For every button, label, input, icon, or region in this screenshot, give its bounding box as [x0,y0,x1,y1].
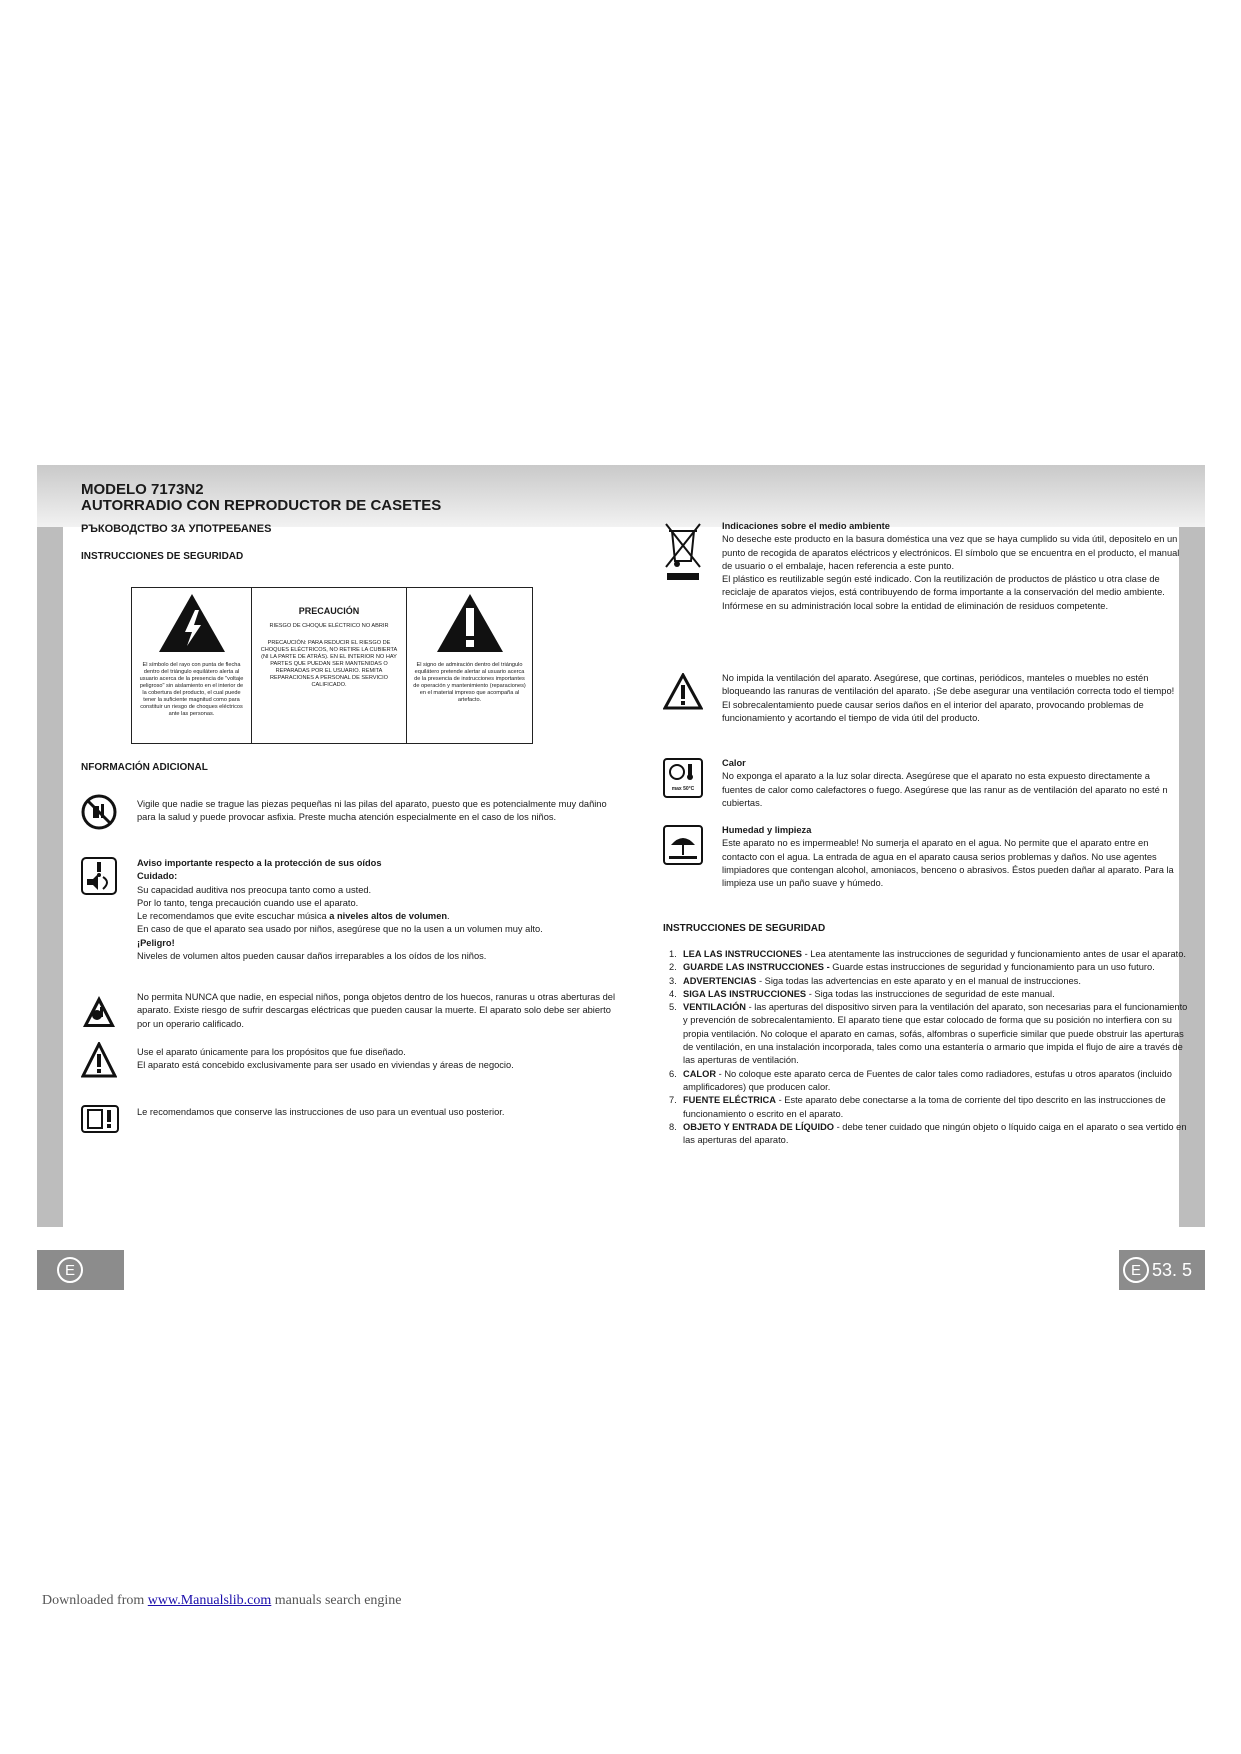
thermometer-icon [668,763,698,781]
safety-instructions-list [669,948,1189,1147]
instruction-title: SIGA LAS INSTRUCCIONES [683,988,807,999]
download-suffix: manuals search engine [271,1593,402,1608]
hearing-line-2: Por lo tanto, tenga precaución cuando use el aparato. [137,897,359,908]
footer-left-tab [37,1250,124,1290]
heat-text: No exponga el aparato a la luz solar directa. Asegúrese que el aparato no esta expuesto directamente a fuentes de calor como calefactores o fuego. Asegúrese que las ranur as de ventilación del aparato no esté n cubiertas. [722,771,1168,808]
manual-book-icon [81,1105,119,1133]
purpose-notice [137,1046,617,1073]
environment-text: No deseche este producto en la basura doméstica una vez que se haya cumplido su vida útil, depositelo en un punto de recogida de aparatos eléctricos y electrónicos. El símbolo que se encuentra en el producto, el manual de usuario o el embalaje, hacen referencia a este punto. [722,534,1180,571]
instruction-title: GUARDE LAS INSTRUCCIONES - [683,962,830,973]
caution-title: PRECAUCIÓN [298,606,360,616]
instruction-item [669,988,1189,1001]
heat-title: Calor [722,758,746,768]
download-footer [42,1593,402,1609]
heat-icon-label: max 50°C [671,786,695,792]
manual-page-spread [37,465,1205,1295]
ventilation-warning-icon [663,673,703,711]
additional-info-heading: NFORMACIÓN ADICIONAL [81,762,208,773]
care-label: Cuidado: [137,871,178,882]
instruction-number: 2. [669,962,677,973]
heat-section [722,757,1182,810]
instruction-text: - No coloque este aparato cerca de Fuentes de calor tales como radiadores, estufas u otros aparatos (incluido amplificadores) que producen calor. [683,1068,1172,1092]
hearing-line-3-bold: a niveles altos de volumen [329,911,448,922]
keep-instructions-notice [137,1106,617,1119]
left-side-bar [37,527,63,1227]
environment-text-3: Infórmese en su administración local sobre la entidad de eliminación de residuos competente. [722,600,1109,611]
instruction-text: Guarde estas instrucciones de seguridad y funcionamiento para un uso futuro. [829,962,1155,973]
instruction-item [669,961,1189,974]
ventilation-section [722,672,1182,725]
instruction-text: - Lea atentamente las instrucciones de seguridad y funcionamiento antes de usar el aparato. [801,949,1186,959]
no-swallow-icon [81,794,117,830]
humidity-icon [663,825,703,865]
electric-shock-objects-icon [81,994,117,1030]
instruction-title: OBJETO Y ENTRADA DE LÍQUIDO [683,1121,835,1132]
environment-title: Indicaciones sobre el medio ambiente [722,521,890,531]
instruction-number: 7. [669,1095,677,1106]
environment-section [722,520,1182,613]
choking-text: Vigile que nadie se trague las piezas pequeñas ni las pilas del aparato, puesto que es potencialmente muy dañino para la salud y puede provocar asfixia. Preste mucha atención especialmente en el caso de los niños. [137,799,607,823]
language-badge-right: E [1123,1257,1149,1283]
choking-warning [137,798,607,825]
instruction-item [669,975,1189,988]
instruction-item [669,1094,1189,1121]
instruction-title: VENTILACIÓN [683,1002,747,1013]
manualslib-link[interactable]: www.Manualslib.com [147,1593,272,1608]
page-number: 53. 5 [1152,1259,1193,1280]
instruction-title: FUENTE ELÉCTRICA [683,1095,776,1106]
objects-warning [137,991,617,1031]
caution-risk: RIESGO DE CHOQUE ELÉCTRICO NO ABRIR [269,623,389,629]
purpose-line-2: El aparato está concebido exclusivamente para ser usado en viviendas y áreas de negocio. [137,1060,514,1071]
hearing-title: Aviso importante respecto a la protección de sus oídos [137,858,382,868]
hearing-line-1: Su capacidad auditiva nos preocupa tanto como a usted. [137,884,372,895]
instruction-text: - Siga todas las advertencias en este aparato y en el manual de instrucciones. [756,975,1081,986]
lightning-description: El símbolo del rayo con punta de flecha dentro del triángulo equilátero alerta al usuario acerca de la presencia de "voltaje peligroso" sin aislamiento en el interior de la cobertura del producto, el cual puede tener la suficiente magnitud como para constituir un riesgo de choques eléctricos ante las personas. [139,662,244,717]
exclamation-warning-icon [435,592,505,654]
hearing-warning [137,857,617,963]
instruction-item [669,948,1189,961]
instruction-item [669,1068,1189,1095]
instruction-text: - Siga todas las instrucciones de seguridad de este manual. [806,988,1055,999]
caution-warning-box [131,587,533,744]
hearing-line-3-prefix: Le recomendamos que evite escuchar música [137,911,330,922]
instruction-number: 8. [669,1121,677,1132]
product-title: AUTORRADIO CON REPRODUCTOR DE CASETES [81,497,442,514]
instruction-number: 5. [669,1002,677,1013]
instruction-number: 3. [669,975,677,986]
instruction-number: 1. [669,949,677,959]
instruction-text: - las aperturas del dispositivo sirven para la ventilación del aparato, son necesarias para el funcionamiento y prevención de sobrecalentamiento. El aparato tiene que estar colocado de forma que su posición no interfiera con su propia ventilación. No coloque el aparato en camas, sofás, alfombras o superficie similar que puede obstruir las aperturas de ventilación, en una instalación incorporada, tales como una estantería o armario que impida el flujo de aire a través de las aperturas de ventilación. [683,1002,1188,1066]
attention-icon [81,1042,117,1080]
instruction-number: 6. [669,1068,677,1079]
instruction-title: ADVERTENCIAS [683,975,757,986]
instruction-item [669,1121,1189,1148]
instruction-title: CALOR [683,1068,717,1079]
caution-text: PRECAUCIÓN: PARA REDUCIR EL RIESGO DE CHOQUES ELÉCTRICOS, NO RETIRE LA CUBIERTA (NI LA PARTE DE ATRÁS). EN EL INTERIOR NO HAY PARTES QUE PUEDAN SER MANTENIDAS O REPARADAS POR EL USUARIO. REMITA REPARACIONES A PERSONAL DE SERVICIO CALIFICADO. [260,640,398,688]
hearing-line-3-suffix: . [447,911,450,922]
footer-right-tab [1119,1250,1205,1290]
page-title [81,482,441,514]
instruction-item [669,1001,1189,1067]
humidity-text: Este aparato no es impermeable! No sumerja el aparato en el agua. No permite que el aparato entre en contacto con el agua. La entrada de agua en el aparato causa serios problemas y daños. No use agentes limpiadores que contengan alcohol, amoniacos, benceno o abrasivos. Éstos pueden dañar al aparato. Para la limpieza use un paño suave y húmedo. [722,838,1174,889]
manual-title: РЪКОВОДСТВО ЗА УПОТРЕБАNES [81,523,272,535]
caution-cell [252,588,407,743]
lightning-warning-icon [157,592,227,654]
instruction-text: - Este aparato debe conectarse a la toma de corriente del tipo descrito en las instrucciones de funcionamiento o escrito en el aparato. [683,1095,1166,1119]
ventilation-text: No impida la ventilación del aparato. Asegúrese, que cortinas, periódicos, manteles o muebles no estén bloqueando las ranuras de ventilación del aparato. ¡Se debe asegurar una ventilación correcta todo el tiempo! El sobrecalentamiento puede causar serios daños en el interior del aparato, provocando problemas de funcionamiento y acortando el tiempo de vida útil del producto. [722,673,1175,723]
umbrella-icon [665,827,701,863]
hearing-protection-icon [81,857,117,895]
hearing-line-3 [137,910,617,923]
purpose-line-1: Use el aparato únicamente para los propósitos que fue diseñado. [137,1047,406,1057]
hearing-line-5: Niveles de volumen altos pueden causar daños irreparables a los oídos de los niños. [137,951,487,962]
hearing-line-4: En caso de que el aparato sea usado por niños, asegúrese que no la usen a un volumen muy alto. [137,924,543,935]
danger-label: ¡Peligro! [137,937,175,948]
heat-icon [663,758,703,798]
safety-heading-right: INSTRUCCIONES DE SEGURIDAD [663,923,826,934]
instruction-number: 4. [669,988,677,999]
safety-heading-left: INSTRUCCIONES DE SEGURIDAD [81,551,244,562]
lightning-cell [132,588,252,743]
humidity-section [722,824,1182,890]
keep-text: Le recomendamos que conserve las instrucciones de uso para un eventual uso posterior. [137,1107,505,1117]
language-badge-left: E [57,1257,83,1283]
humidity-title: Humedad y limpieza [722,825,812,835]
instruction-text: - debe tener cuidado que ningún objeto o líquido caiga en el aparato o sea vertido en las aperturas del aparato. [683,1121,1187,1146]
instruction-title: LEA LAS INSTRUCCIONES [683,949,802,959]
model-title: MODELO 7173N2 [81,481,204,498]
download-prefix: Downloaded from [42,1593,148,1608]
exclamation-cell [407,588,532,743]
environment-text-2: El plástico es reutilizable según esté indicado. Con la reutilización de productos de plástico u otra clase de reciclaje de aparatos viejos, está contribuyendo de forma importante a la conservación del medio ambiente. [722,574,1165,598]
weee-recycle-bin-icon [663,521,703,581]
exclamation-description: El signo de admiración dentro del triángulo equilátero pretende alertar al usuario acerca de la presencia de instrucciones importantes de operación y mantenimiento (reparaciones) en el material impreso que acompaña al artefacto. [413,662,526,703]
objects-text: No permita NUNCA que nadie, en especial niños, ponga objetos dentro de los huecos, ranuras u otras aberturas del aparato. Existe riesgo de sufrir descargas eléctricas que pueden causar la muerte. El aparato solo debe ser abierto por un operario calificado. [137,992,616,1029]
